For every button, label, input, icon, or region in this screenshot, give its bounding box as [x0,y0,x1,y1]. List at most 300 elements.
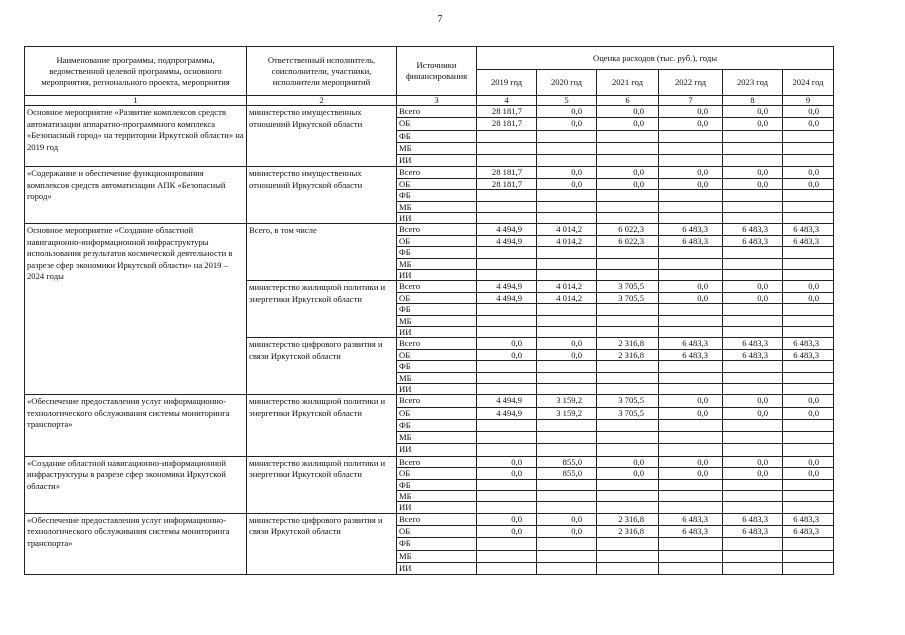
value-cell: 4 014,2 [537,292,597,303]
value-cell: 3 159,2 [537,395,597,407]
value-cell: 0,0 [723,106,783,118]
value-cell: 0,0 [783,178,834,189]
value-cell: 0,0 [659,281,723,292]
value-cell [783,258,834,269]
funding-source-cell: ФБ [397,247,477,258]
table-body [25,106,834,575]
value-cell [659,550,723,562]
header-estimate: Оценка расходов (тыс. руб.), годы [477,47,834,70]
value-cell: 0,0 [723,292,783,303]
header-year: 2022 год [659,70,723,96]
value-cell: 0,0 [537,513,597,525]
value-cell [597,130,659,142]
value-cell [597,247,659,258]
value-cell [597,258,659,269]
value-cell [659,444,723,456]
executor-cell: министерство имущественных отношений Иркутской области [247,167,397,224]
value-cell: 3 705,5 [597,395,659,407]
value-cell: 6 022,3 [597,224,659,235]
value-cell: 0,0 [477,338,537,349]
value-cell [477,142,537,154]
value-cell: 855,0 [537,456,597,467]
value-cell [477,190,537,201]
value-cell: 0,0 [723,395,783,407]
value-cell [477,247,537,258]
value-cell: 6 483,3 [783,338,834,349]
value-cell: 28 181,7 [477,167,537,178]
value-cell: 6 483,3 [723,338,783,349]
table-row [25,167,834,178]
value-cell [597,155,659,167]
value-cell [723,562,783,574]
value-cell [783,490,834,501]
value-cell [597,361,659,372]
column-number: 4 [477,96,537,106]
column-number: 2 [247,96,397,106]
value-cell: 855,0 [537,468,597,479]
value-cell: 0,0 [597,178,659,189]
value-cell [477,550,537,562]
value-cell [783,562,834,574]
value-cell [537,372,597,383]
value-cell: 2 316,8 [597,349,659,360]
value-cell: 4 014,2 [537,224,597,235]
program-name-cell: «Содержание и обеспечение функционирования комплексов средств автоматизации АПК «Безопасный город» [25,167,247,224]
value-cell [723,213,783,224]
value-cell [537,326,597,337]
value-cell: 0,0 [537,106,597,118]
funding-source-cell: ФБ [397,361,477,372]
value-cell: 0,0 [597,118,659,130]
value-cell: 6 483,3 [783,513,834,525]
value-cell: 4 494,9 [477,224,537,235]
value-cell [783,550,834,562]
value-cell [537,361,597,372]
value-cell [659,201,723,212]
funding-source-cell: МБ [397,258,477,269]
value-cell [477,372,537,383]
value-cell: 0,0 [723,167,783,178]
funding-source-cell: ФБ [397,479,477,490]
value-cell [783,201,834,212]
value-cell: 0,0 [477,513,537,525]
value-cell [597,538,659,550]
value-cell [477,201,537,212]
value-cell: 6 483,3 [659,349,723,360]
value-cell [537,130,597,142]
value-cell: 0,0 [537,118,597,130]
value-cell: 3 705,5 [597,292,659,303]
value-cell [723,479,783,490]
value-cell [723,490,783,501]
value-cell: 0,0 [723,468,783,479]
table-row [25,456,834,467]
table-row [25,513,834,525]
value-cell [477,502,537,513]
value-cell: 6 483,3 [723,513,783,525]
value-cell [723,130,783,142]
value-cell [537,383,597,394]
value-cell [597,190,659,201]
value-cell [537,562,597,574]
value-cell [597,270,659,281]
header-program-name: Наименование программы, подпрограммы, ведомственной целевой программы, основного мероприятия, регионального проекта, мероприятия [25,47,247,96]
value-cell: 28 181,7 [477,106,537,118]
value-cell [783,190,834,201]
executor-cell: министерство цифрового развития и связи Иркутской области [247,338,397,395]
value-cell [477,258,537,269]
value-cell [597,419,659,431]
value-cell: 6 483,3 [783,224,834,235]
value-cell [537,270,597,281]
column-number: 1 [25,96,247,106]
funding-source-cell: ОБ [397,118,477,130]
value-cell: 6 483,3 [659,526,723,538]
value-cell [659,538,723,550]
value-cell [659,372,723,383]
value-cell: 0,0 [597,456,659,467]
value-cell: 4 494,9 [477,407,537,419]
value-cell [723,372,783,383]
value-cell [723,419,783,431]
value-cell [783,304,834,315]
value-cell: 4 014,2 [537,235,597,246]
funding-source-cell: ФБ [397,190,477,201]
program-name-cell: «Обеспечение предоставления услуг информационно-технологического обслуживания системы мониторинга транспорта» [25,513,247,574]
value-cell [477,315,537,326]
executor-cell: министерство жилищной политики и энергетики Иркутской области [247,395,397,456]
value-cell [659,304,723,315]
value-cell: 2 316,8 [597,513,659,525]
value-cell: 0,0 [597,167,659,178]
value-cell [477,383,537,394]
funding-source-cell: Всего [397,167,477,178]
expenditure-table [24,46,834,575]
value-cell [477,270,537,281]
value-cell [537,479,597,490]
funding-source-cell: ФБ [397,130,477,142]
value-cell [477,479,537,490]
value-cell [783,361,834,372]
value-cell [723,538,783,550]
value-cell [537,538,597,550]
value-cell: 3 705,5 [597,407,659,419]
header-year: 2023 год [723,70,783,96]
value-cell [537,432,597,444]
value-cell: 4 494,9 [477,235,537,246]
value-cell [597,490,659,501]
value-cell [659,258,723,269]
funding-source-cell: ОБ [397,292,477,303]
value-cell [783,315,834,326]
value-cell: 0,0 [783,456,834,467]
funding-source-cell: ИИ [397,562,477,574]
program-name-cell: Основное мероприятие «Развитие комплексов средств автоматизации аппаратно-программного комплекса «Безопасный город» на территории Иркутской области» на 2019 год [25,106,247,167]
value-cell: 3 705,5 [597,281,659,292]
value-cell: 6 483,3 [659,235,723,246]
value-cell: 0,0 [597,468,659,479]
value-cell: 6 483,3 [723,349,783,360]
value-cell [659,155,723,167]
value-cell [783,247,834,258]
funding-source-cell: ИИ [397,444,477,456]
value-cell: 6 483,3 [783,349,834,360]
value-cell [659,432,723,444]
value-cell [783,213,834,224]
value-cell [659,326,723,337]
value-cell [477,538,537,550]
header-executor: Ответственный исполнитель, соисполнители, участники, исполнители мероприятий [247,47,397,96]
value-cell [783,270,834,281]
value-cell [659,479,723,490]
value-cell [723,315,783,326]
executor-cell: министерство жилищной политики и энергетики Иркутской области [247,456,397,513]
value-cell: 0,0 [477,349,537,360]
value-cell [723,444,783,456]
value-cell: 2 316,8 [597,338,659,349]
value-cell [723,190,783,201]
value-cell [477,361,537,372]
value-cell: 28 181,7 [477,118,537,130]
funding-source-cell: МБ [397,372,477,383]
value-cell: 0,0 [537,349,597,360]
header-year: 2020 год [537,70,597,96]
value-cell: 0,0 [723,281,783,292]
value-cell: 3 159,2 [537,407,597,419]
value-cell: 0,0 [723,407,783,419]
value-cell: 6 483,3 [783,235,834,246]
value-cell [723,270,783,281]
value-cell [783,326,834,337]
funding-source-cell: ИИ [397,383,477,394]
value-cell [477,490,537,501]
value-cell [597,562,659,574]
executor-cell: министерство жилищной политики и энергетики Иркутской области [247,281,397,338]
value-cell [723,502,783,513]
value-cell [537,490,597,501]
value-cell [659,213,723,224]
funding-source-cell: МБ [397,432,477,444]
funding-source-cell: Всего [397,224,477,235]
value-cell [723,383,783,394]
funding-source-cell: Всего [397,456,477,467]
value-cell: 0,0 [783,106,834,118]
value-cell: 0,0 [659,106,723,118]
funding-source-cell: Всего [397,106,477,118]
value-cell: 0,0 [597,106,659,118]
value-cell [477,326,537,337]
value-cell [659,490,723,501]
value-cell: 0,0 [783,468,834,479]
value-cell [783,479,834,490]
value-cell [597,383,659,394]
funding-source-cell: Всего [397,338,477,349]
value-cell [659,270,723,281]
value-cell: 0,0 [659,395,723,407]
value-cell: 0,0 [723,178,783,189]
value-cell: 0,0 [783,118,834,130]
value-cell: 0,0 [537,338,597,349]
value-cell [597,372,659,383]
value-cell [659,361,723,372]
value-cell: 0,0 [477,468,537,479]
value-cell [783,538,834,550]
value-cell [537,304,597,315]
value-cell: 4 014,2 [537,281,597,292]
value-cell [597,304,659,315]
value-cell: 6 483,3 [723,235,783,246]
funding-source-cell: ОБ [397,178,477,189]
value-cell [597,444,659,456]
funding-source-cell: ФБ [397,419,477,431]
value-cell [659,142,723,154]
value-cell [537,550,597,562]
value-cell [783,432,834,444]
header-year: 2019 год [477,70,537,96]
funding-source-cell: ОБ [397,526,477,538]
value-cell: 6 483,3 [783,526,834,538]
value-cell: 0,0 [783,292,834,303]
value-cell [783,419,834,431]
funding-source-cell: ИИ [397,326,477,337]
value-cell: 4 494,9 [477,395,537,407]
value-cell [783,155,834,167]
value-cell [659,383,723,394]
funding-source-cell: МБ [397,490,477,501]
funding-source-cell: ИИ [397,155,477,167]
funding-source-cell: ФБ [397,538,477,550]
value-cell [477,213,537,224]
funding-source-cell: МБ [397,142,477,154]
value-cell: 6 483,3 [659,224,723,235]
funding-source-cell: Всего [397,513,477,525]
value-cell: 6 483,3 [659,338,723,349]
table-header [25,47,834,106]
page-number: 7 [437,14,443,25]
value-cell [723,258,783,269]
program-name-cell: «Обеспечение предоставления услуг информационно-технологического обслуживания системы мониторинга транспорта» [25,395,247,456]
column-number: 6 [597,96,659,106]
value-cell: 0,0 [659,468,723,479]
value-cell [597,502,659,513]
table-row [25,224,834,235]
value-cell [597,550,659,562]
value-cell [477,304,537,315]
value-cell [723,361,783,372]
value-cell [783,444,834,456]
column-number: 9 [783,96,834,106]
value-cell: 0,0 [723,456,783,467]
value-cell [537,419,597,431]
value-cell: 0,0 [537,526,597,538]
value-cell [659,247,723,258]
value-cell: 0,0 [723,118,783,130]
value-cell [597,213,659,224]
value-cell [537,315,597,326]
value-cell [597,479,659,490]
value-cell [723,142,783,154]
value-cell [477,130,537,142]
executor-cell: министерство имущественных отношений Иркутской области [247,106,397,167]
value-cell [477,419,537,431]
value-cell: 6 483,3 [723,526,783,538]
value-cell: 28 181,7 [477,178,537,189]
column-number: 7 [659,96,723,106]
funding-source-cell: ОБ [397,235,477,246]
value-cell [597,326,659,337]
funding-source-cell: МБ [397,550,477,562]
table-row [25,106,834,118]
value-cell [659,419,723,431]
value-cell: 6 022,3 [597,235,659,246]
value-cell: 0,0 [659,167,723,178]
value-cell: 0,0 [659,118,723,130]
funding-source-cell: МБ [397,315,477,326]
value-cell [477,432,537,444]
funding-source-cell: ИИ [397,502,477,513]
program-name-cell: Основное мероприятие «Создание областной навигационно-информационной инфраструктуры использования результатов космической деятельности в разрезе сфер экономики Иркутской области» на 2019 – 2024 годы [25,224,247,395]
value-cell [597,432,659,444]
value-cell: 4 494,9 [477,292,537,303]
value-cell: 0,0 [659,407,723,419]
value-cell [597,201,659,212]
funding-source-cell: Всего [397,395,477,407]
value-cell [723,247,783,258]
value-cell [723,326,783,337]
value-cell: 0,0 [659,456,723,467]
value-cell [783,502,834,513]
header-year: 2024 год [783,70,834,96]
value-cell: 4 494,9 [477,281,537,292]
value-cell: 0,0 [537,178,597,189]
value-cell: 0,0 [783,395,834,407]
value-cell [477,444,537,456]
value-cell [659,562,723,574]
value-cell [537,155,597,167]
value-cell [537,142,597,154]
column-number: 3 [397,96,477,106]
value-cell [597,315,659,326]
value-cell [723,550,783,562]
value-cell [659,130,723,142]
value-cell: 0,0 [783,407,834,419]
value-cell [537,258,597,269]
value-cell: 2 316,8 [597,526,659,538]
table-row [25,395,834,407]
value-cell [537,213,597,224]
executor-cell: министерство цифрового развития и связи Иркутской области [247,513,397,574]
value-cell [659,502,723,513]
value-cell [723,304,783,315]
header-funding-source: Источники финансирования [397,47,477,96]
value-cell [659,190,723,201]
program-name-cell: «Создание областной навигационно-информационной инфраструктуры в разрезе сфер экономики Иркутской области» [25,456,247,513]
value-cell: 0,0 [477,526,537,538]
funding-source-cell: ФБ [397,304,477,315]
value-cell: 0,0 [783,281,834,292]
funding-source-cell: ОБ [397,468,477,479]
value-cell: 0,0 [477,456,537,467]
value-cell: 0,0 [659,178,723,189]
value-cell [537,247,597,258]
value-cell: 0,0 [537,167,597,178]
value-cell [723,432,783,444]
value-cell: 6 483,3 [723,224,783,235]
funding-source-cell: Всего [397,281,477,292]
header-year: 2021 год [597,70,659,96]
funding-source-cell: МБ [397,201,477,212]
value-cell [783,383,834,394]
